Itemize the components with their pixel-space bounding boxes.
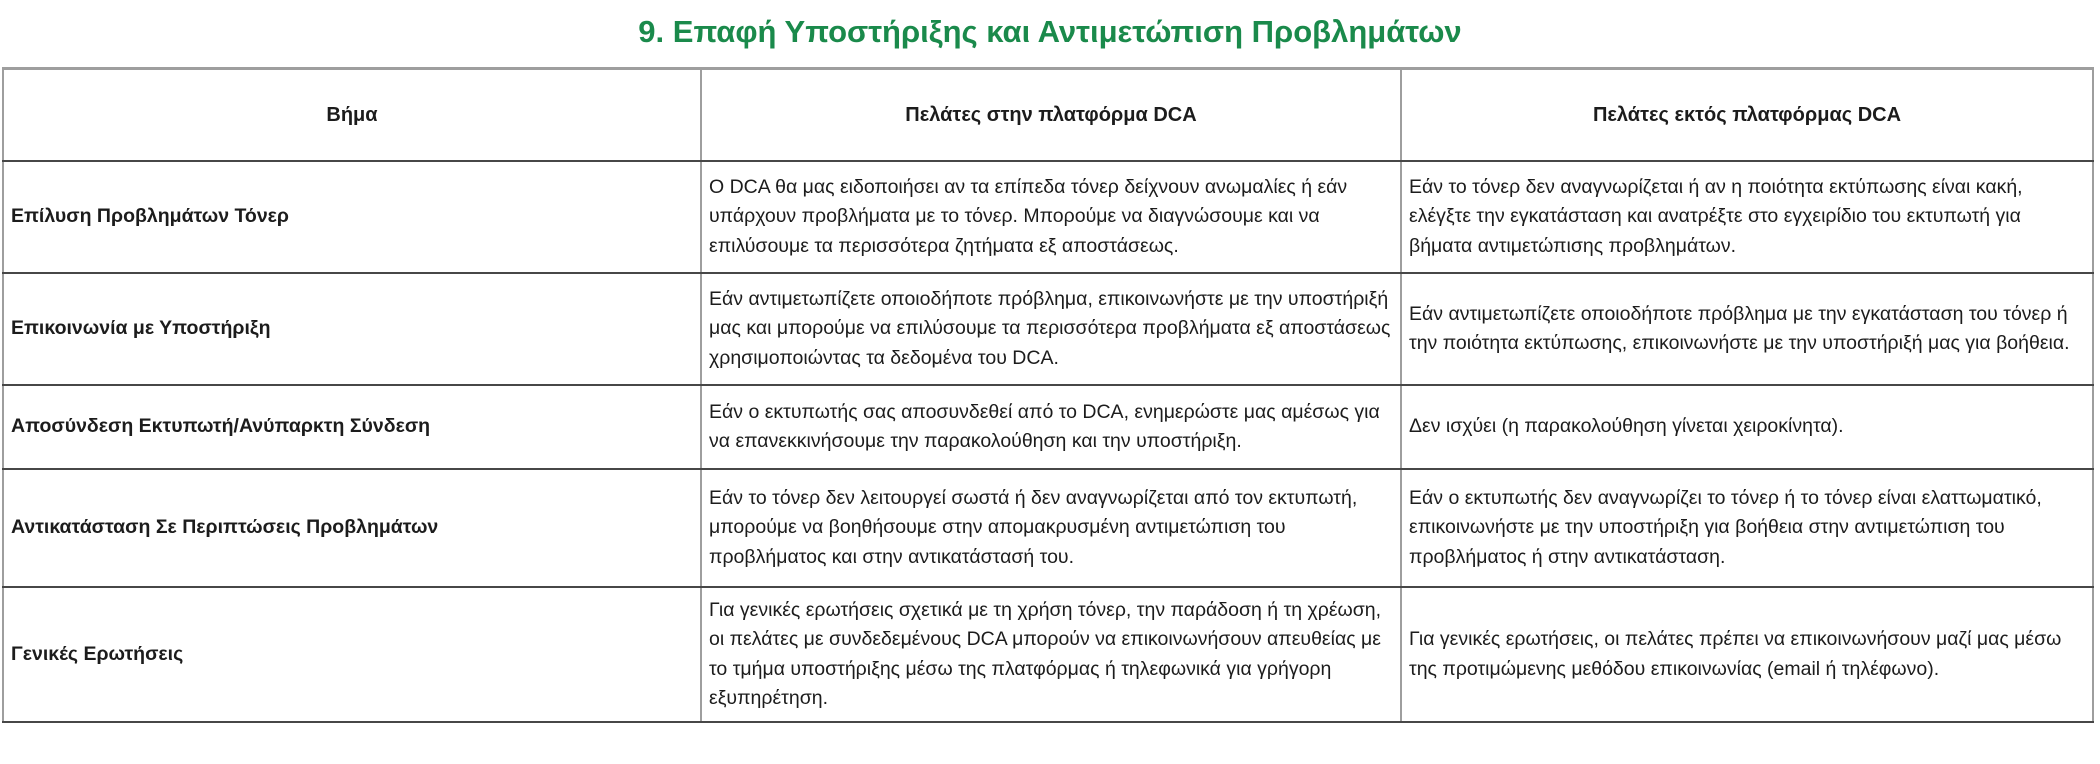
cell-non-dca: Δεν ισχύει (η παρακολούθηση γίνεται χειροκίνητα).	[1401, 385, 2093, 469]
table-row	[3, 587, 2093, 722]
cell-step: Επικοινωνία με Υποστήριξη	[3, 273, 701, 385]
cell-dca: Εάν αντιμετωπίζετε οποιοδήποτε πρόβλημα, επικοινωνήστε με την υποστήριξή μας και μπορούμε να επιλύσουμε τα περισσότερα προβλήματα εξ αποστάσεως χρησιμοποιώντας τα δεδομένα του DCA.	[701, 273, 1401, 385]
table-row	[3, 161, 2093, 273]
column-header-non-dca-customers: Πελάτες εκτός πλατφόρμας DCA	[1401, 69, 2093, 162]
cell-dca: Ο DCA θα μας ειδοποιήσει αν τα επίπεδα τόνερ δείχνουν ανωμαλίες ή εάν υπάρχουν προβλήματα με το τόνερ. Μπορούμε να διαγνώσουμε και να επιλύσουμε τα περισσότερα ζητήματα εξ αποστάσεως.	[701, 161, 1401, 273]
cell-step: Αποσύνδεση Εκτυπωτή/Ανύπαρκτη Σύνδεση	[3, 385, 701, 469]
table-row	[3, 273, 2093, 385]
column-header-step: Βήμα	[3, 69, 701, 162]
cell-non-dca: Εάν αντιμετωπίζετε οποιοδήποτε πρόβλημα με την εγκατάσταση του τόνερ ή την ποιότητα εκτύπωσης, επικοινωνήστε με την υποστήριξή μας για βοήθεια.	[1401, 273, 2093, 385]
table-row	[3, 469, 2093, 587]
cell-non-dca: Εάν ο εκτυπωτής δεν αναγνωρίζει το τόνερ ή το τόνερ είναι ελαττωματικό, επικοινωνήστε με την υποστήριξη για βοήθεια στην αντιμετώπιση του προβλήματος ή στην αντικατάσταση.	[1401, 469, 2093, 587]
table-header-row	[3, 69, 2093, 162]
cell-non-dca: Εάν το τόνερ δεν αναγνωρίζεται ή αν η ποιότητα εκτύπωσης είναι κακή, ελέγξτε την εγκατάσταση και ανατρέξτε στο εγχειρίδιο του εκτυπωτή για βήματα αντιμετώπισης προβλημάτων.	[1401, 161, 2093, 273]
cell-dca: Εάν το τόνερ δεν λειτουργεί σωστά ή δεν αναγνωρίζεται από τον εκτυπωτή, μπορούμε να βοηθήσουμε στην απομακρυσμένη αντιμετώπιση του προβλήματος και στην αντικατάστασή του.	[701, 469, 1401, 587]
table-row	[3, 385, 2093, 469]
cell-dca: Εάν ο εκτυπωτής σας αποσυνδεθεί από το DCA, ενημερώστε μας αμέσως για να επανεκκινήσουμε την παρακολούθηση και την υποστήριξη.	[701, 385, 1401, 469]
cell-step: Επίλυση Προβλημάτων Τόνερ	[3, 161, 701, 273]
support-contact-table	[2, 67, 2094, 723]
page-title: 9. Επαφή Υποστήριξης και Αντιμετώπιση Προβλημάτων	[638, 14, 1462, 49]
cell-non-dca: Για γενικές ερωτήσεις, οι πελάτες πρέπει να επικοινωνήσουν μαζί μας μέσω της προτιμώμενης μεθόδου επικοινωνίας (email ή τηλέφωνο).	[1401, 587, 2093, 722]
column-header-dca-customers: Πελάτες στην πλατφόρμα DCA	[701, 69, 1401, 162]
cell-step: Γενικές Ερωτήσεις	[3, 587, 701, 722]
cell-dca: Για γενικές ερωτήσεις σχετικά με τη χρήση τόνερ, την παράδοση ή τη χρέωση, οι πελάτες με συνδεδεμένους DCA μπορούν να επικοινωνήσουν απευθείας με το τμήμα υποστήριξης μέσω της πλατφόρμας ή τηλεφωνικά για γρήγορη εξυπηρέτηση.	[701, 587, 1401, 722]
cell-step: Αντικατάσταση Σε Περιπτώσεις Προβλημάτων	[3, 469, 701, 587]
